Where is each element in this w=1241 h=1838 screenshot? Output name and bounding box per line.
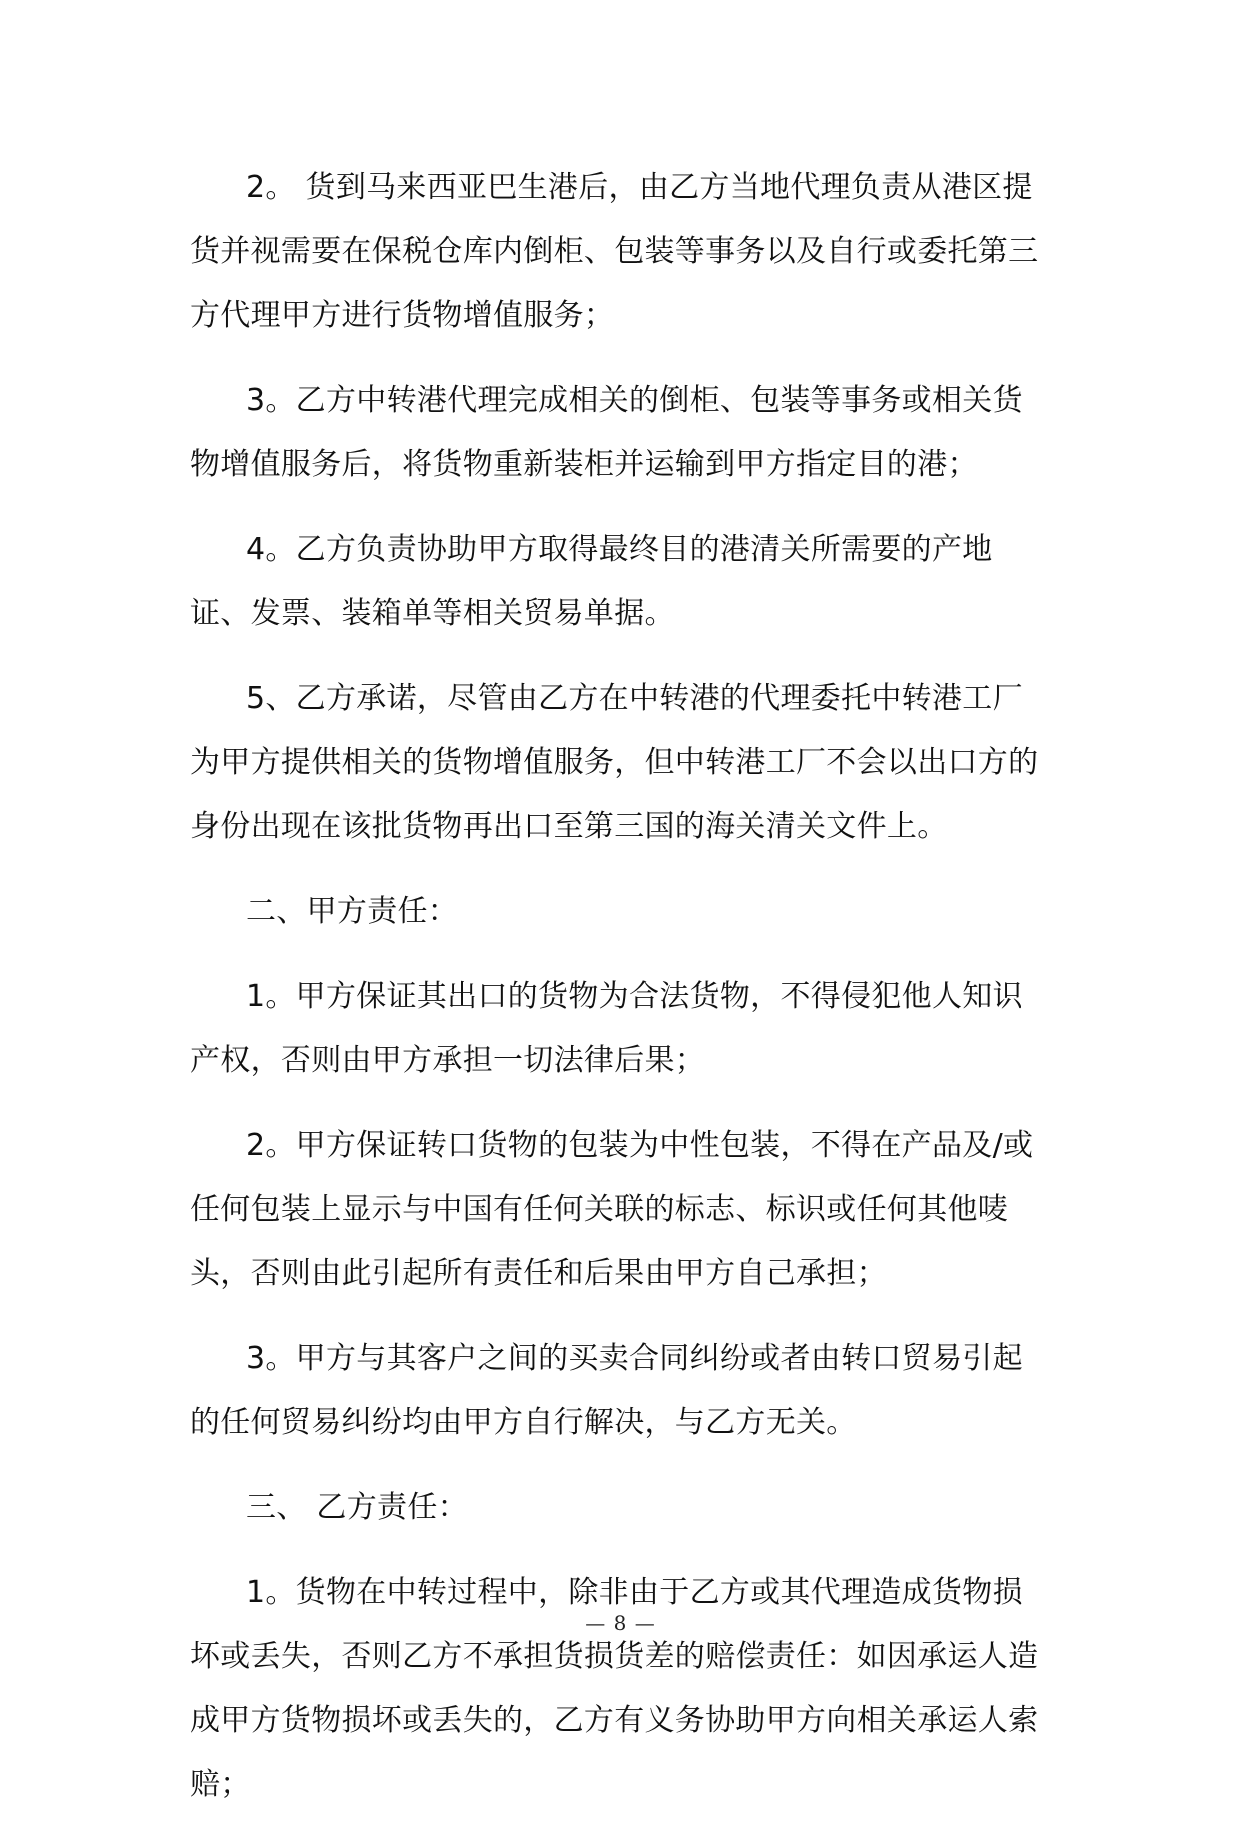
paragraph-clause-5: 5、乙方承诺，尽管由乙方在中转港的代理委托中转港工厂为甲方提供相关的货物增值服务，但中转港工厂不会以出口方的身份出现在该批货物再出口至第三国的海关清关文件上。 (190, 681, 1039, 844)
party-b-clause-1: 1。货物在中转过程中，除非由于乙方或其代理造成货物损坏或丢失，否则乙方不承担货损货差的赔偿责任：如因承运人造成甲方货物损坏或丢失的，乙方有义务协助甲方向相关承运人索赔； (190, 1575, 1039, 1802)
section-heading-party-b-responsibility: 三、 乙方责任： (246, 1490, 468, 1525)
party-a-clause-1: 1。甲方保证其出口的货物为合法货物，不得侵犯他人知识产权，否则由甲方承担一切法律后果； (190, 979, 1023, 1078)
paragraph-clause-2: 2。 货到马来西亚巴生港后，由乙方当地代理负责从港区提货并视需要在保税仓库内倒柜、包装等事务以及自行或委托第三方代理甲方进行货物增值服务； (190, 170, 1039, 333)
party-a-clause-2: 2。甲方保证转口货物的包装为中性包装，不得在产品及/或任何包装上显示与中国有任何关联的标志、标识或任何其他唛头，否则由此引起所有责任和后果由甲方自己承担； (190, 1128, 1034, 1291)
paragraph-clause-3: 3。乙方中转港代理完成相关的倒柜、包装等事务或相关货物增值服务后，将货物重新装柜并运输到甲方指定目的港； (190, 383, 1023, 482)
party-a-clause-3: 3。甲方与其客户之间的买卖合同纠纷或者由转口贸易引起的任何贸易纠纷均由甲方自行解决，与乙方无关。 (190, 1341, 1023, 1440)
document-body (190, 156, 1050, 1838)
section-heading-party-a-responsibility: 二、甲方责任： (246, 894, 459, 929)
page-number: — 8 — (585, 1611, 656, 1635)
paragraph-clause-4: 4。乙方负责协助甲方取得最终目的港清关所需要的产地证、发票、装箱单等相关贸易单据。 (190, 532, 993, 631)
